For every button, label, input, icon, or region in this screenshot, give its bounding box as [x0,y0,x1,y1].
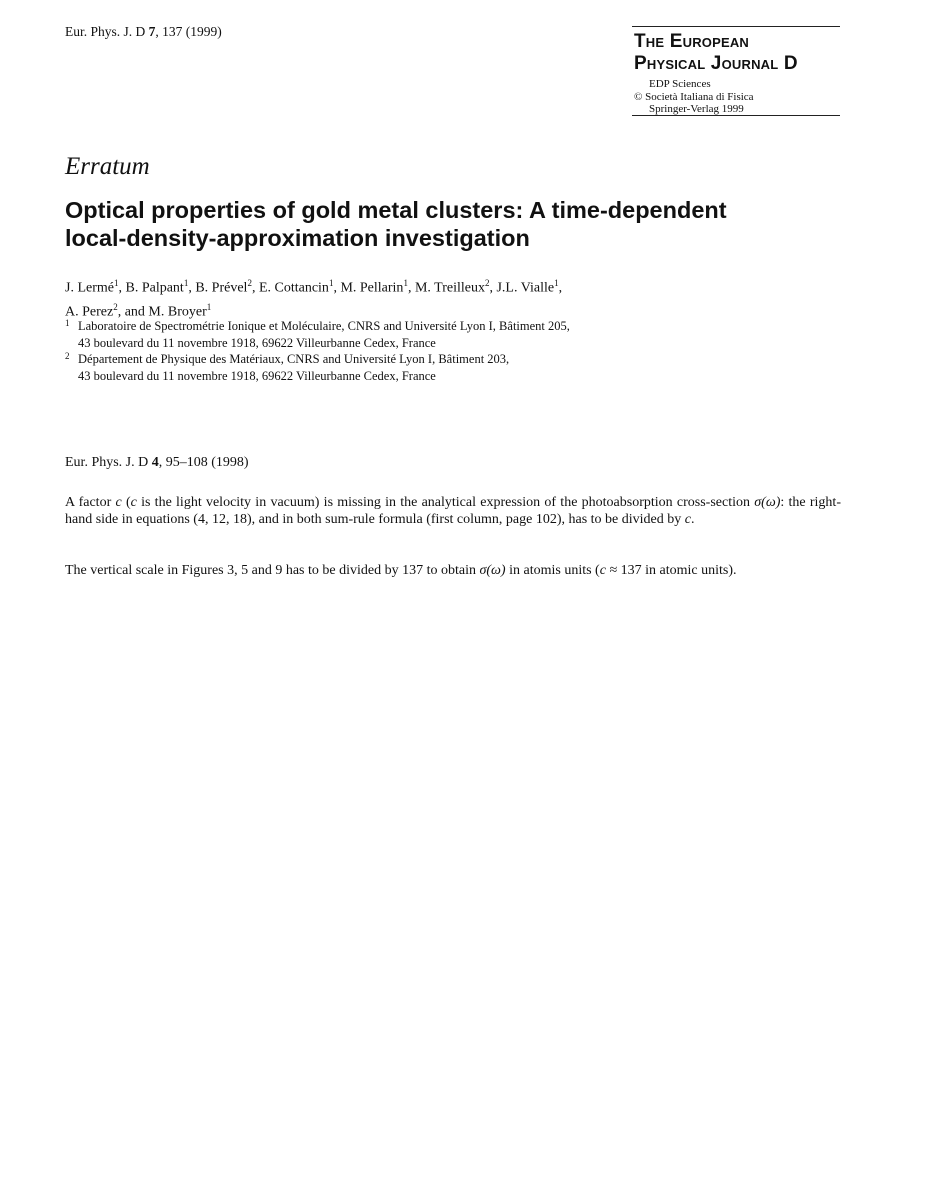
article-title [65,196,845,252]
author-name: B. Prével [195,280,248,296]
journal-publishers [634,78,754,116]
author-affiliation-mark: 1 [206,301,212,312]
affiliation-line: Département de Physique des Matériaux, CNRS and Université Lyon I, Bâtiment 203, [78,352,510,366]
affiliation-line: Laboratoire de Spectrométrie Ionique et Moléculaire, CNRS and Université Lyon I, Bâtiment 205, [78,319,570,333]
text-run: is the light velocity in vacuum) is missing in the analytical expression of the photoabsorption cross-section [136,495,755,510]
citation-suffix: , 137 (1999) [155,24,222,39]
math-c: c [130,495,137,510]
author-name: M. Broyer [148,304,207,320]
author-affiliation-mark: 2 [247,278,252,288]
journal-title [634,31,798,75]
math-approx: c ≈ [599,563,618,578]
author-name: E. Cottancin [258,280,329,296]
erratum-paragraph-2 [65,562,841,579]
affiliation-mark: 2 [65,351,70,361]
ref-prefix: Eur. Phys. J. D [65,455,152,470]
author-name: J. Lermé [65,280,114,296]
affiliation-line: 43 boulevard du 11 novembre 1918, 69622 Villeurbanne Cedex, France [78,335,436,350]
math-sigma: σ(ω) [754,495,781,510]
ref-volume: 4 [151,455,159,470]
affiliations [65,318,845,384]
author-affiliation-mark: 1 [183,278,189,288]
math-sigma: σ(ω) [479,563,506,578]
author-affiliation-mark: 1 [113,278,119,288]
erratum-paragraph-1 [65,494,841,528]
affiliation-mark: 1 [65,318,70,328]
citation-prefix: Eur. Phys. J. D [65,24,149,39]
author-name: M. Pellarin [340,280,404,296]
journal-title-line-2: Physical Journal D [634,53,798,74]
running-head-citation [65,24,222,40]
text-run: The vertical scale in Figures 3, 5 and 9 has to be divided by 137 to obtain [65,563,480,578]
affiliation-item [65,318,845,351]
author-affiliation-mark: 1 [328,278,334,288]
author-affiliation-mark: 2 [484,278,490,288]
text-run: ( [121,495,131,510]
author-name: M. Treilleux [414,280,485,296]
math-c: c [684,512,691,527]
author-name: J.L. Vialle [496,280,555,296]
article-title-line-1: Optical properties of gold metal clusters: A time-dependent [65,197,727,223]
text-run: . [691,512,695,527]
erratum-label: Erratum [65,153,150,180]
text-run: A factor [65,495,116,510]
text-run: in atomis units ( [505,563,600,578]
author-affiliation-mark: 1 [403,278,408,288]
authors-and: and [124,304,145,320]
affiliation-line: 43 boulevard du 11 novembre 1918, 69622 Villeurbanne Cedex, France [78,368,436,383]
author-name: B. Palpant [125,280,184,296]
author-affiliation-mark: 2 [113,301,118,312]
author-affiliation-mark: 1 [554,278,559,288]
citation-volume: 7 [148,24,156,39]
journal-title-line-1: The European [634,31,750,52]
copyright-symbol: © [634,90,643,103]
original-article-reference [65,455,249,471]
publisher-sif [634,91,754,104]
publisher-springer: Springer-Verlag 1999 [649,103,744,115]
text-run: : the right-hand side in equations (4, 12, 18), and in both sum-rule formula (first column, page 102), has to be divided by [65,495,841,527]
publisher-sif-text: Società Italiana di Fisica [645,90,754,103]
publisher-edp: EDP Sciences [649,78,711,90]
math-c: c [115,495,122,510]
author-name: A. Perez [65,304,114,320]
affiliation-item [65,351,845,384]
author-list: J. Lermé$^1$, B. Palpant$^1$, B. Prével$^2$, E. Cottancin$^1$, M. Pellarin$^1$, M. Treilleux$^2$, J.L. Vialle$^1$, A. Perez$^2$, and M. Broyer$^1$ [65,278,563,320]
text-run: 137 in atomic units). [617,563,737,578]
article-title-line-2: local-density-approximation investigation [65,225,530,251]
ref-suffix: , 95–108 (1998) [158,455,249,470]
journal-masthead [632,26,840,116]
